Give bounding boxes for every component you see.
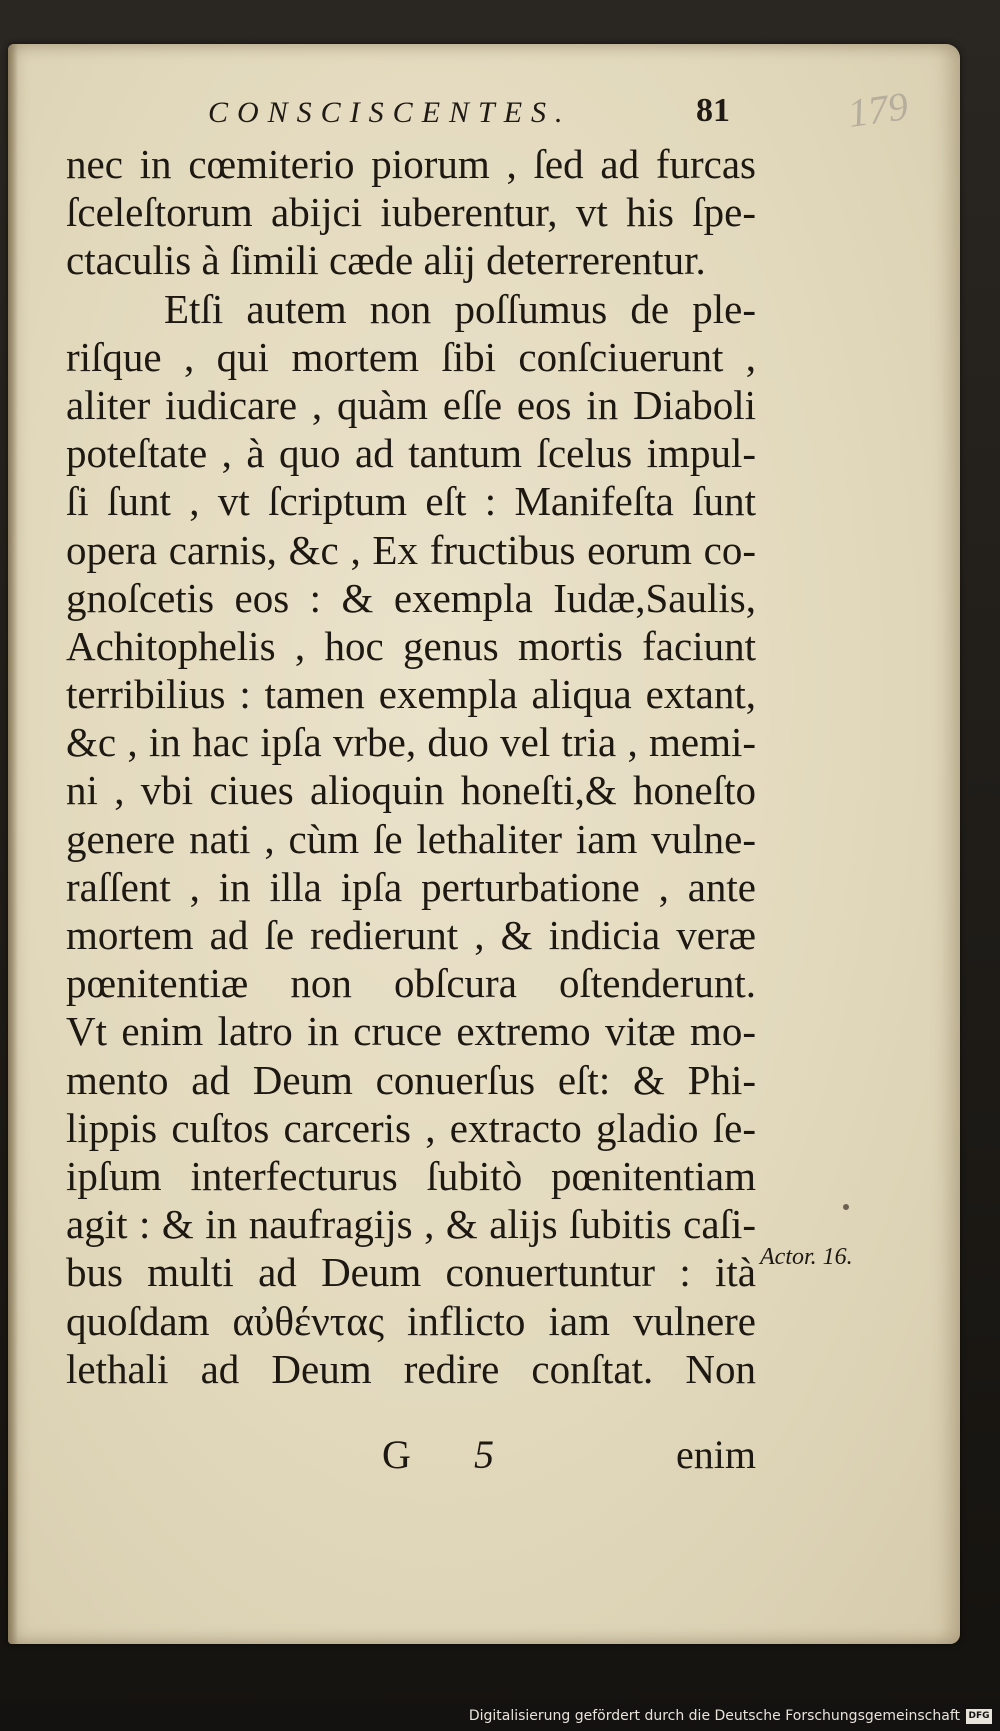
text-line: riſque , qui mortem ſibi conſciuerunt , (66, 333, 756, 380)
text-line: quoſdam αὐθέντας inflicto iam vulnere (66, 1297, 756, 1344)
text-line: raſſent , in illa ipſa perturbatione , ante (66, 863, 756, 910)
text-line: bus multi ad Deum conuertuntur : ità (66, 1249, 756, 1296)
text-line: mento ad Deum conuerſus eſt: & Phi- (66, 1056, 756, 1103)
text-line: lippis cuſtos carceris , extracto gladio ſe- (66, 1104, 756, 1151)
text-line: ſi ſunt , vt ſcriptum eſt : Manifeſta ſunt (66, 478, 756, 525)
text-line: ni , vbi ciues alioquin honeſti,& honeſto (66, 767, 756, 814)
text-line: nec in cœmiterio piorum , ſed ad furcas (66, 141, 756, 187)
funding-text: Digitalisierung gefördert durch die Deutsche Forschungsgemeinschaft (468, 1708, 960, 1724)
folio-number: 81 (696, 92, 730, 129)
running-head: CONSCISCENTES. (208, 96, 572, 129)
marginal-note: Actor. 16. (760, 1244, 853, 1270)
text-line: ipſum interfecturus ſubitò pœnitentiam (66, 1152, 756, 1199)
catchword: enim (676, 1432, 756, 1477)
text-line: poteſtate , à quo ad tantum ſcelus impul- (66, 430, 756, 477)
text-line: Etſi autem non poſſumus de ple- (164, 285, 756, 332)
text-line: Achitophelis , hoc genus mortis faciunt (66, 622, 756, 669)
text-line: agit : & in naufragijs , & alijs ſubitis caſi- (66, 1201, 756, 1248)
text-line: Vt enim latro in cruce extremo vitæ mo- (66, 1008, 756, 1055)
text-line: ctaculis à ſimili cæde alij deterrerentur. (66, 237, 706, 284)
text-line: lethali ad Deum redire conſtat. Non (66, 1345, 756, 1392)
pencil-page-number: 179 (845, 83, 911, 136)
signature-number: 5 (474, 1432, 494, 1477)
text-line: ſceleſtorum abijci iuberentur, vt his ſpe- (66, 189, 756, 236)
ink-speck (843, 1204, 849, 1210)
dfg-logo-icon: DFG (966, 1709, 992, 1724)
text-line: genere nati , cùm ſe lethaliter iam vulne- (66, 815, 756, 862)
signature-line (66, 1431, 756, 1487)
text-line: pœnitentiæ non obſcura oſtenderunt. (66, 960, 756, 1007)
text-line: &c , in hac ipſa vrbe, duo vel tria , memi- (66, 719, 756, 766)
text-line: gnoſcetis eos : & exempla Iudæ,Saulis, (66, 574, 756, 621)
text-line: terribilius : tamen exempla aliqua extant, (66, 671, 756, 718)
body-text (66, 140, 756, 1393)
book-page (8, 44, 960, 1644)
page-spine-shadow (8, 44, 18, 1644)
text-line: mortem ad ſe redierunt , & indicia veræ (66, 912, 756, 958)
text-line: opera carnis, &c , Ex fructibus eorum co- (66, 526, 756, 573)
signature-mark: G (382, 1432, 411, 1477)
funding-footer (0, 1703, 1000, 1731)
text-line: aliter iudicare , quàm eſſe eos in Diaboli (66, 381, 756, 428)
